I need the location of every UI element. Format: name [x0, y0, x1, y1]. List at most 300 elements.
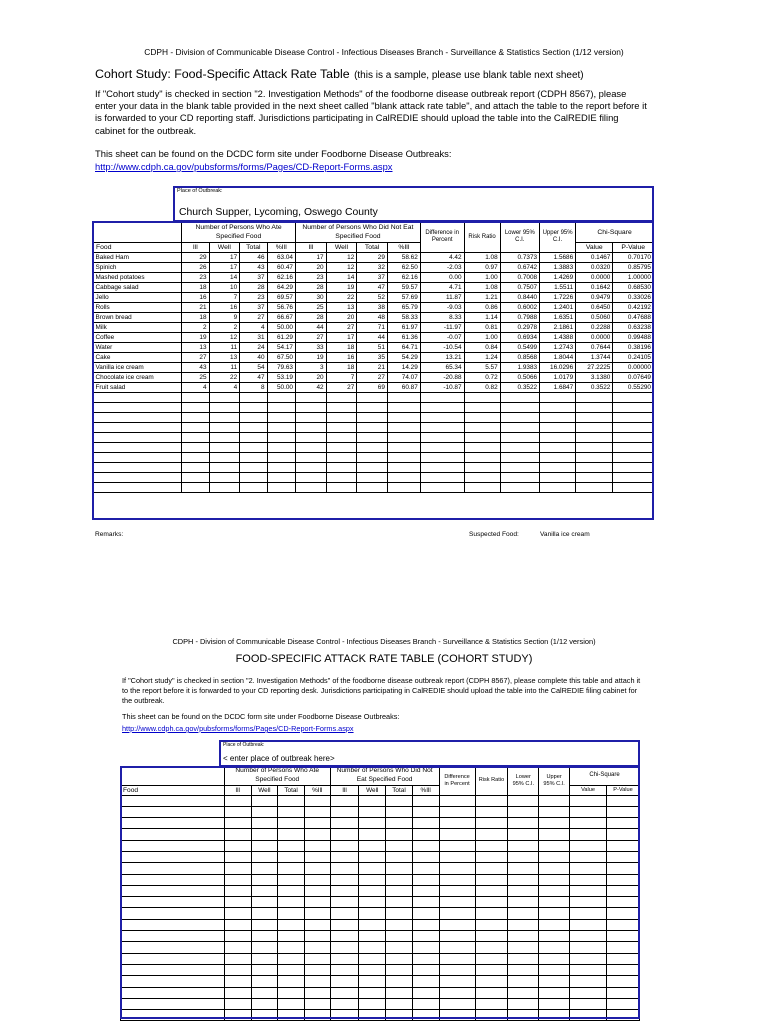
- blank-value-cell[interactable]: [439, 931, 475, 942]
- blank-value-cell[interactable]: [508, 818, 539, 829]
- blank-value-cell[interactable]: [304, 953, 330, 964]
- blank-value-cell[interactable]: [330, 885, 359, 896]
- blank-value-cell[interactable]: [439, 818, 475, 829]
- blank-value-cell[interactable]: [278, 806, 305, 817]
- blank-value-cell[interactable]: [475, 897, 508, 908]
- blank-food-cell[interactable]: [121, 1010, 225, 1021]
- blank-value-cell[interactable]: [330, 976, 359, 987]
- blank-value-cell[interactable]: [570, 897, 607, 908]
- blank-food-cell[interactable]: [121, 942, 225, 953]
- blank-food-cell[interactable]: [121, 863, 225, 874]
- blank-value-cell[interactable]: [475, 953, 508, 964]
- forms-link[interactable]: http://www.cdph.ca.gov/pubsforms/forms/Pages/CD-Report-Forms.aspx: [95, 161, 393, 172]
- blank-value-cell[interactable]: [330, 818, 359, 829]
- blank-food-cell[interactable]: [121, 998, 225, 1009]
- blank-value-cell[interactable]: [278, 829, 305, 840]
- blank-value-cell[interactable]: [251, 942, 278, 953]
- blank-value-cell[interactable]: [439, 840, 475, 851]
- blank-value-cell[interactable]: [224, 931, 251, 942]
- blank-value-cell[interactable]: [386, 840, 413, 851]
- blank-value-cell[interactable]: [359, 806, 386, 817]
- blank-value-cell[interactable]: [607, 863, 640, 874]
- blank-value-cell[interactable]: [278, 987, 305, 998]
- blank-value-cell[interactable]: [359, 998, 386, 1009]
- blank-value-cell[interactable]: [570, 840, 607, 851]
- blank-value-cell[interactable]: [386, 795, 413, 806]
- blank-value-cell[interactable]: [570, 1010, 607, 1021]
- blank-value-cell[interactable]: [278, 885, 305, 896]
- blank-value-cell[interactable]: [386, 919, 413, 930]
- blank-value-cell[interactable]: [330, 829, 359, 840]
- blank-value-cell[interactable]: [304, 964, 330, 975]
- blank-value-cell[interactable]: [359, 885, 386, 896]
- blank-value-cell[interactable]: [607, 919, 640, 930]
- blank-value-cell[interactable]: [224, 942, 251, 953]
- blank-forms-link[interactable]: http://www.cdph.ca.gov/pubsforms/forms/Pages/CD-Report-Forms.aspx: [122, 724, 354, 733]
- blank-value-cell[interactable]: [359, 976, 386, 987]
- blank-value-cell[interactable]: [570, 874, 607, 885]
- blank-value-cell[interactable]: [304, 851, 330, 862]
- blank-value-cell[interactable]: [386, 908, 413, 919]
- blank-value-cell[interactable]: [475, 976, 508, 987]
- blank-value-cell[interactable]: [330, 942, 359, 953]
- blank-value-cell[interactable]: [412, 806, 439, 817]
- blank-value-cell[interactable]: [607, 953, 640, 964]
- blank-value-cell[interactable]: [607, 931, 640, 942]
- blank-value-cell[interactable]: [607, 976, 640, 987]
- blank-food-cell[interactable]: [121, 976, 225, 987]
- blank-value-cell[interactable]: [607, 964, 640, 975]
- blank-value-cell[interactable]: [251, 795, 278, 806]
- blank-value-cell[interactable]: [508, 931, 539, 942]
- blank-value-cell[interactable]: [330, 964, 359, 975]
- blank-value-cell[interactable]: [251, 908, 278, 919]
- blank-value-cell[interactable]: [412, 851, 439, 862]
- blank-value-cell[interactable]: [439, 885, 475, 896]
- blank-value-cell[interactable]: [475, 863, 508, 874]
- blank-value-cell[interactable]: [508, 806, 539, 817]
- blank-value-cell[interactable]: [439, 964, 475, 975]
- blank-value-cell[interactable]: [278, 931, 305, 942]
- blank-value-cell[interactable]: [386, 863, 413, 874]
- blank-value-cell[interactable]: [224, 829, 251, 840]
- blank-value-cell[interactable]: [304, 863, 330, 874]
- blank-value-cell[interactable]: [475, 885, 508, 896]
- blank-value-cell[interactable]: [251, 851, 278, 862]
- blank-value-cell[interactable]: [539, 1010, 570, 1021]
- blank-value-cell[interactable]: [412, 874, 439, 885]
- blank-value-cell[interactable]: [539, 976, 570, 987]
- blank-value-cell[interactable]: [278, 998, 305, 1009]
- blank-value-cell[interactable]: [539, 942, 570, 953]
- blank-value-cell[interactable]: [224, 897, 251, 908]
- blank-value-cell[interactable]: [475, 908, 508, 919]
- blank-value-cell[interactable]: [412, 942, 439, 953]
- blank-value-cell[interactable]: [386, 818, 413, 829]
- blank-value-cell[interactable]: [439, 806, 475, 817]
- blank-value-cell[interactable]: [570, 953, 607, 964]
- blank-value-cell[interactable]: [412, 919, 439, 930]
- blank-value-cell[interactable]: [508, 998, 539, 1009]
- blank-value-cell[interactable]: [359, 1010, 386, 1021]
- blank-food-cell[interactable]: [121, 806, 225, 817]
- blank-value-cell[interactable]: [570, 964, 607, 975]
- blank-value-cell[interactable]: [330, 953, 359, 964]
- blank-value-cell[interactable]: [412, 998, 439, 1009]
- blank-food-cell[interactable]: [121, 919, 225, 930]
- blank-value-cell[interactable]: [439, 942, 475, 953]
- blank-value-cell[interactable]: [304, 840, 330, 851]
- blank-value-cell[interactable]: [607, 829, 640, 840]
- blank-value-cell[interactable]: [412, 953, 439, 964]
- blank-value-cell[interactable]: [224, 908, 251, 919]
- blank-value-cell[interactable]: [412, 964, 439, 975]
- blank-value-cell[interactable]: [570, 987, 607, 998]
- blank-value-cell[interactable]: [539, 851, 570, 862]
- blank-value-cell[interactable]: [386, 976, 413, 987]
- blank-value-cell[interactable]: [412, 931, 439, 942]
- blank-value-cell[interactable]: [412, 863, 439, 874]
- blank-value-cell[interactable]: [386, 998, 413, 1009]
- blank-value-cell[interactable]: [304, 931, 330, 942]
- blank-value-cell[interactable]: [304, 987, 330, 998]
- blank-value-cell[interactable]: [475, 806, 508, 817]
- blank-value-cell[interactable]: [607, 806, 640, 817]
- blank-value-cell[interactable]: [251, 806, 278, 817]
- blank-value-cell[interactable]: [508, 897, 539, 908]
- blank-value-cell[interactable]: [570, 806, 607, 817]
- blank-value-cell[interactable]: [386, 897, 413, 908]
- blank-value-cell[interactable]: [359, 987, 386, 998]
- blank-value-cell[interactable]: [508, 953, 539, 964]
- blank-value-cell[interactable]: [251, 829, 278, 840]
- blank-value-cell[interactable]: [439, 998, 475, 1009]
- blank-value-cell[interactable]: [508, 851, 539, 862]
- blank-value-cell[interactable]: [251, 987, 278, 998]
- blank-value-cell[interactable]: [570, 942, 607, 953]
- blank-value-cell[interactable]: [439, 829, 475, 840]
- blank-value-cell[interactable]: [539, 987, 570, 998]
- blank-value-cell[interactable]: [412, 897, 439, 908]
- blank-value-cell[interactable]: [386, 829, 413, 840]
- blank-value-cell[interactable]: [539, 874, 570, 885]
- blank-value-cell[interactable]: [439, 987, 475, 998]
- blank-value-cell[interactable]: [251, 998, 278, 1009]
- blank-value-cell[interactable]: [278, 976, 305, 987]
- blank-value-cell[interactable]: [359, 874, 386, 885]
- blank-value-cell[interactable]: [224, 976, 251, 987]
- blank-value-cell[interactable]: [539, 953, 570, 964]
- blank-value-cell[interactable]: [224, 795, 251, 806]
- blank-value-cell[interactable]: [607, 998, 640, 1009]
- blank-value-cell[interactable]: [412, 1010, 439, 1021]
- blank-value-cell[interactable]: [224, 998, 251, 1009]
- blank-value-cell[interactable]: [304, 908, 330, 919]
- blank-value-cell[interactable]: [359, 795, 386, 806]
- blank-value-cell[interactable]: [412, 885, 439, 896]
- blank-value-cell[interactable]: [251, 964, 278, 975]
- blank-value-cell[interactable]: [278, 840, 305, 851]
- blank-value-cell[interactable]: [330, 874, 359, 885]
- blank-value-cell[interactable]: [539, 840, 570, 851]
- blank-value-cell[interactable]: [304, 818, 330, 829]
- blank-value-cell[interactable]: [607, 942, 640, 953]
- blank-value-cell[interactable]: [570, 931, 607, 942]
- blank-value-cell[interactable]: [570, 829, 607, 840]
- blank-value-cell[interactable]: [508, 987, 539, 998]
- blank-value-cell[interactable]: [251, 863, 278, 874]
- blank-food-cell[interactable]: [121, 795, 225, 806]
- blank-value-cell[interactable]: [539, 818, 570, 829]
- blank-value-cell[interactable]: [359, 931, 386, 942]
- blank-value-cell[interactable]: [570, 795, 607, 806]
- blank-value-cell[interactable]: [539, 897, 570, 908]
- blank-value-cell[interactable]: [607, 908, 640, 919]
- blank-value-cell[interactable]: [508, 885, 539, 896]
- blank-value-cell[interactable]: [304, 806, 330, 817]
- blank-value-cell[interactable]: [251, 931, 278, 942]
- blank-value-cell[interactable]: [412, 795, 439, 806]
- blank-value-cell[interactable]: [251, 840, 278, 851]
- blank-food-cell[interactable]: [121, 931, 225, 942]
- blank-food-cell[interactable]: [121, 987, 225, 998]
- blank-value-cell[interactable]: [607, 840, 640, 851]
- blank-value-cell[interactable]: [570, 818, 607, 829]
- blank-value-cell[interactable]: [251, 976, 278, 987]
- blank-value-cell[interactable]: [330, 897, 359, 908]
- blank-value-cell[interactable]: [508, 976, 539, 987]
- blank-value-cell[interactable]: [386, 885, 413, 896]
- blank-value-cell[interactable]: [386, 931, 413, 942]
- blank-value-cell[interactable]: [508, 829, 539, 840]
- blank-value-cell[interactable]: [359, 942, 386, 953]
- blank-value-cell[interactable]: [359, 840, 386, 851]
- blank-value-cell[interactable]: [224, 863, 251, 874]
- blank-value-cell[interactable]: [508, 964, 539, 975]
- blank-value-cell[interactable]: [304, 976, 330, 987]
- blank-value-cell[interactable]: [539, 998, 570, 1009]
- blank-value-cell[interactable]: [539, 908, 570, 919]
- blank-value-cell[interactable]: [278, 897, 305, 908]
- blank-value-cell[interactable]: [359, 818, 386, 829]
- blank-value-cell[interactable]: [224, 953, 251, 964]
- blank-value-cell[interactable]: [412, 908, 439, 919]
- blank-value-cell[interactable]: [224, 818, 251, 829]
- blank-value-cell[interactable]: [439, 863, 475, 874]
- blank-value-cell[interactable]: [539, 964, 570, 975]
- blank-value-cell[interactable]: [278, 953, 305, 964]
- blank-value-cell[interactable]: [508, 1010, 539, 1021]
- blank-value-cell[interactable]: [475, 964, 508, 975]
- blank-food-cell[interactable]: [121, 964, 225, 975]
- blank-value-cell[interactable]: [508, 908, 539, 919]
- blank-value-cell[interactable]: [412, 840, 439, 851]
- blank-value-cell[interactable]: [278, 795, 305, 806]
- blank-food-cell[interactable]: [121, 953, 225, 964]
- blank-value-cell[interactable]: [607, 874, 640, 885]
- blank-value-cell[interactable]: [304, 897, 330, 908]
- blank-value-cell[interactable]: [251, 953, 278, 964]
- blank-value-cell[interactable]: [224, 987, 251, 998]
- blank-value-cell[interactable]: [224, 964, 251, 975]
- blank-value-cell[interactable]: [278, 851, 305, 862]
- blank-place-value[interactable]: < enter place of outbreak here>: [223, 754, 335, 763]
- blank-food-cell[interactable]: [121, 818, 225, 829]
- blank-value-cell[interactable]: [304, 829, 330, 840]
- blank-value-cell[interactable]: [539, 829, 570, 840]
- blank-value-cell[interactable]: [508, 795, 539, 806]
- blank-value-cell[interactable]: [359, 908, 386, 919]
- blank-value-cell[interactable]: [278, 964, 305, 975]
- blank-value-cell[interactable]: [475, 942, 508, 953]
- blank-food-cell[interactable]: [121, 885, 225, 896]
- blank-value-cell[interactable]: [278, 1010, 305, 1021]
- blank-value-cell[interactable]: [278, 908, 305, 919]
- blank-value-cell[interactable]: [439, 919, 475, 930]
- blank-value-cell[interactable]: [475, 1010, 508, 1021]
- blank-value-cell[interactable]: [304, 874, 330, 885]
- blank-value-cell[interactable]: [475, 829, 508, 840]
- blank-value-cell[interactable]: [570, 851, 607, 862]
- blank-value-cell[interactable]: [570, 919, 607, 930]
- blank-value-cell[interactable]: [224, 885, 251, 896]
- blank-value-cell[interactable]: [304, 795, 330, 806]
- blank-value-cell[interactable]: [475, 998, 508, 1009]
- blank-value-cell[interactable]: [330, 806, 359, 817]
- blank-value-cell[interactable]: [330, 851, 359, 862]
- blank-food-cell[interactable]: [121, 829, 225, 840]
- blank-value-cell[interactable]: [251, 818, 278, 829]
- blank-food-cell[interactable]: [121, 851, 225, 862]
- blank-value-cell[interactable]: [304, 919, 330, 930]
- blank-value-cell[interactable]: [386, 942, 413, 953]
- blank-value-cell[interactable]: [475, 818, 508, 829]
- blank-value-cell[interactable]: [475, 987, 508, 998]
- blank-value-cell[interactable]: [508, 863, 539, 874]
- blank-value-cell[interactable]: [251, 919, 278, 930]
- blank-value-cell[interactable]: [304, 885, 330, 896]
- blank-value-cell[interactable]: [607, 987, 640, 998]
- blank-value-cell[interactable]: [439, 1010, 475, 1021]
- blank-value-cell[interactable]: [439, 795, 475, 806]
- blank-food-cell[interactable]: [121, 874, 225, 885]
- blank-value-cell[interactable]: [570, 998, 607, 1009]
- blank-value-cell[interactable]: [539, 919, 570, 930]
- blank-value-cell[interactable]: [439, 874, 475, 885]
- blank-value-cell[interactable]: [359, 953, 386, 964]
- blank-value-cell[interactable]: [475, 874, 508, 885]
- blank-value-cell[interactable]: [539, 863, 570, 874]
- blank-value-cell[interactable]: [570, 976, 607, 987]
- blank-value-cell[interactable]: [508, 942, 539, 953]
- blank-value-cell[interactable]: [251, 897, 278, 908]
- blank-value-cell[interactable]: [304, 942, 330, 953]
- blank-value-cell[interactable]: [439, 953, 475, 964]
- blank-value-cell[interactable]: [412, 976, 439, 987]
- blank-value-cell[interactable]: [475, 840, 508, 851]
- blank-value-cell[interactable]: [386, 953, 413, 964]
- blank-value-cell[interactable]: [224, 874, 251, 885]
- blank-value-cell[interactable]: [570, 885, 607, 896]
- blank-value-cell[interactable]: [330, 795, 359, 806]
- blank-value-cell[interactable]: [330, 919, 359, 930]
- blank-value-cell[interactable]: [330, 931, 359, 942]
- blank-value-cell[interactable]: [386, 964, 413, 975]
- blank-value-cell[interactable]: [570, 863, 607, 874]
- blank-value-cell[interactable]: [224, 851, 251, 862]
- blank-value-cell[interactable]: [539, 795, 570, 806]
- blank-value-cell[interactable]: [607, 897, 640, 908]
- blank-value-cell[interactable]: [278, 919, 305, 930]
- blank-value-cell[interactable]: [224, 806, 251, 817]
- blank-value-cell[interactable]: [475, 795, 508, 806]
- blank-value-cell[interactable]: [359, 851, 386, 862]
- blank-value-cell[interactable]: [278, 942, 305, 953]
- blank-value-cell[interactable]: [386, 1010, 413, 1021]
- blank-food-cell[interactable]: [121, 840, 225, 851]
- blank-value-cell[interactable]: [278, 874, 305, 885]
- blank-value-cell[interactable]: [359, 897, 386, 908]
- blank-value-cell[interactable]: [278, 818, 305, 829]
- blank-value-cell[interactable]: [304, 998, 330, 1009]
- blank-food-cell[interactable]: [121, 897, 225, 908]
- blank-value-cell[interactable]: [278, 863, 305, 874]
- blank-value-cell[interactable]: [539, 885, 570, 896]
- blank-value-cell[interactable]: [386, 874, 413, 885]
- blank-value-cell[interactable]: [330, 840, 359, 851]
- blank-value-cell[interactable]: [224, 1010, 251, 1021]
- blank-value-cell[interactable]: [475, 919, 508, 930]
- blank-value-cell[interactable]: [359, 829, 386, 840]
- blank-value-cell[interactable]: [386, 851, 413, 862]
- blank-value-cell[interactable]: [508, 874, 539, 885]
- blank-value-cell[interactable]: [359, 919, 386, 930]
- blank-value-cell[interactable]: [607, 795, 640, 806]
- blank-value-cell[interactable]: [330, 998, 359, 1009]
- blank-value-cell[interactable]: [224, 919, 251, 930]
- blank-value-cell[interactable]: [359, 964, 386, 975]
- blank-value-cell[interactable]: [439, 908, 475, 919]
- blank-value-cell[interactable]: [330, 863, 359, 874]
- blank-value-cell[interactable]: [607, 851, 640, 862]
- blank-value-cell[interactable]: [439, 897, 475, 908]
- blank-value-cell[interactable]: [330, 1010, 359, 1021]
- blank-value-cell[interactable]: [539, 931, 570, 942]
- blank-value-cell[interactable]: [607, 1010, 640, 1021]
- blank-value-cell[interactable]: [475, 851, 508, 862]
- blank-value-cell[interactable]: [607, 818, 640, 829]
- blank-value-cell[interactable]: [508, 840, 539, 851]
- blank-value-cell[interactable]: [251, 885, 278, 896]
- blank-value-cell[interactable]: [475, 931, 508, 942]
- blank-value-cell[interactable]: [439, 851, 475, 862]
- blank-value-cell[interactable]: [439, 976, 475, 987]
- blank-value-cell[interactable]: [304, 1010, 330, 1021]
- blank-value-cell[interactable]: [607, 885, 640, 896]
- blank-value-cell[interactable]: [539, 806, 570, 817]
- blank-value-cell[interactable]: [412, 829, 439, 840]
- blank-value-cell[interactable]: [412, 987, 439, 998]
- blank-value-cell[interactable]: [570, 908, 607, 919]
- blank-value-cell[interactable]: [251, 874, 278, 885]
- blank-value-cell[interactable]: [412, 818, 439, 829]
- blank-food-cell[interactable]: [121, 908, 225, 919]
- blank-value-cell[interactable]: [386, 987, 413, 998]
- blank-value-cell[interactable]: [330, 987, 359, 998]
- blank-value-cell[interactable]: [251, 1010, 278, 1021]
- blank-value-cell[interactable]: [386, 806, 413, 817]
- blank-value-cell[interactable]: [359, 863, 386, 874]
